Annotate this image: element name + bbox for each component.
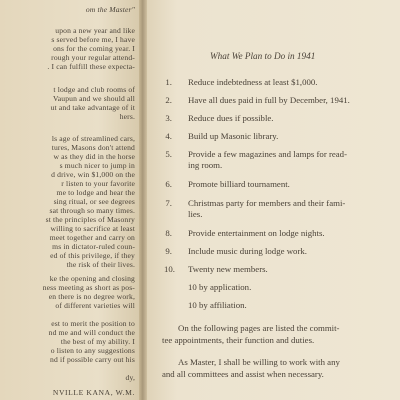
message-closing: dy, bbox=[125, 373, 135, 382]
message-line: ls age of streamlined cars, bbox=[51, 134, 135, 143]
item-text: Christmas party for members and their fami- bbox=[188, 198, 346, 208]
message-line: ons for the coming year. I bbox=[53, 44, 135, 53]
message-line: o listen to any suggestions bbox=[50, 346, 135, 355]
item-text: Include music during lodge work. bbox=[188, 246, 307, 256]
message-line: ed of this privilege, if they bbox=[50, 251, 135, 260]
message-line: r listen to your favorite bbox=[61, 179, 135, 188]
paragraph-line: On the following pages are listed the commit- bbox=[178, 323, 340, 333]
message-line: w as they did in the horse bbox=[53, 152, 135, 161]
left-page bbox=[0, 0, 141, 400]
item-number: 5. bbox=[165, 149, 172, 159]
message-line: en there is no degree work, bbox=[48, 292, 135, 301]
paragraph-line: tee appointments, their function and duties. bbox=[162, 335, 315, 345]
item-number: 1. bbox=[165, 77, 172, 87]
paragraph-line: As Master, I shall be willing to work with any bbox=[178, 357, 340, 367]
item-number: 8. bbox=[165, 228, 172, 238]
subitem-text: 10 by affiliation. bbox=[188, 300, 247, 310]
paragraph-line: and all committees and assist when necessary. bbox=[162, 369, 324, 379]
message-line: est to merit the position to bbox=[51, 319, 135, 328]
message-heading: om the Master" bbox=[85, 5, 135, 14]
subitem-text: 10 by application. bbox=[188, 282, 252, 292]
message-line: ness meeting as short as pos- bbox=[42, 283, 135, 292]
message-line: st the principles of Masonry bbox=[45, 215, 135, 224]
message-line: d drive, win $1,000 on the bbox=[51, 170, 135, 179]
item-text-continued: lies. bbox=[188, 209, 203, 219]
message-line: me to lodge and hear the bbox=[56, 188, 135, 197]
message-line: upon a new year and like bbox=[55, 26, 135, 35]
item-number: 7. bbox=[165, 198, 172, 208]
message-line: of different varieties will bbox=[55, 301, 135, 310]
message-line: s served before me, I have bbox=[51, 35, 135, 44]
item-text: Build up Masonic library. bbox=[188, 131, 279, 141]
item-number: 3. bbox=[165, 113, 172, 123]
item-text: Provide entertainment on lodge nights. bbox=[188, 228, 325, 238]
item-number: 4. bbox=[165, 131, 172, 141]
message-line: . I can fulfill these expecta- bbox=[47, 62, 135, 71]
message-line: ut and take advantage of it bbox=[50, 103, 135, 112]
message-line: rough your regular attend- bbox=[51, 53, 135, 62]
message-line: ke the opening and closing bbox=[49, 274, 135, 283]
item-number: 2. bbox=[165, 95, 172, 105]
message-line: s much nicer to jump in bbox=[59, 161, 135, 170]
message-line: sat through so many times. bbox=[49, 206, 135, 215]
message-line: tures, Masons don't attend bbox=[51, 143, 135, 152]
message-line: nd if possible carry out his bbox=[50, 355, 135, 364]
signature-line: NVILLE KANA, W.M. bbox=[52, 388, 135, 397]
message-line: ms in dictator-ruled coun- bbox=[52, 242, 135, 251]
message-line: hers. bbox=[119, 112, 135, 121]
message-line: willing to sacrifice at least bbox=[50, 224, 135, 233]
message-line: Vaupun and we should all bbox=[52, 94, 135, 103]
item-text: Reduce dues if possible. bbox=[188, 113, 274, 123]
message-line: sing ritual, or see degrees bbox=[53, 197, 135, 206]
item-text: Provide a few magazines and lamps for read- bbox=[188, 149, 348, 159]
item-number: 9. bbox=[165, 246, 172, 256]
message-line: meet together and carry on bbox=[49, 233, 135, 242]
plan-title: What We Plan to Do in 1941 bbox=[210, 51, 316, 61]
item-text: Promote billiard tournament. bbox=[188, 179, 290, 189]
item-number: 10. bbox=[164, 264, 175, 274]
item-text-continued: ing room. bbox=[188, 160, 223, 170]
book-gutter bbox=[139, 0, 147, 400]
item-text: Reduce indebtedness at least $1,000. bbox=[188, 77, 318, 87]
message-line: nd me and will conduct the bbox=[48, 328, 135, 337]
item-text: Twenty new members. bbox=[188, 264, 268, 274]
message-line: the best of my ability. I bbox=[60, 337, 135, 346]
item-number: 6. bbox=[165, 179, 172, 189]
message-line: t lodge and club rooms of bbox=[53, 85, 135, 94]
item-text: Have all dues paid in full by December, 1941. bbox=[188, 95, 350, 105]
message-line: the risk of their lives. bbox=[66, 260, 135, 269]
